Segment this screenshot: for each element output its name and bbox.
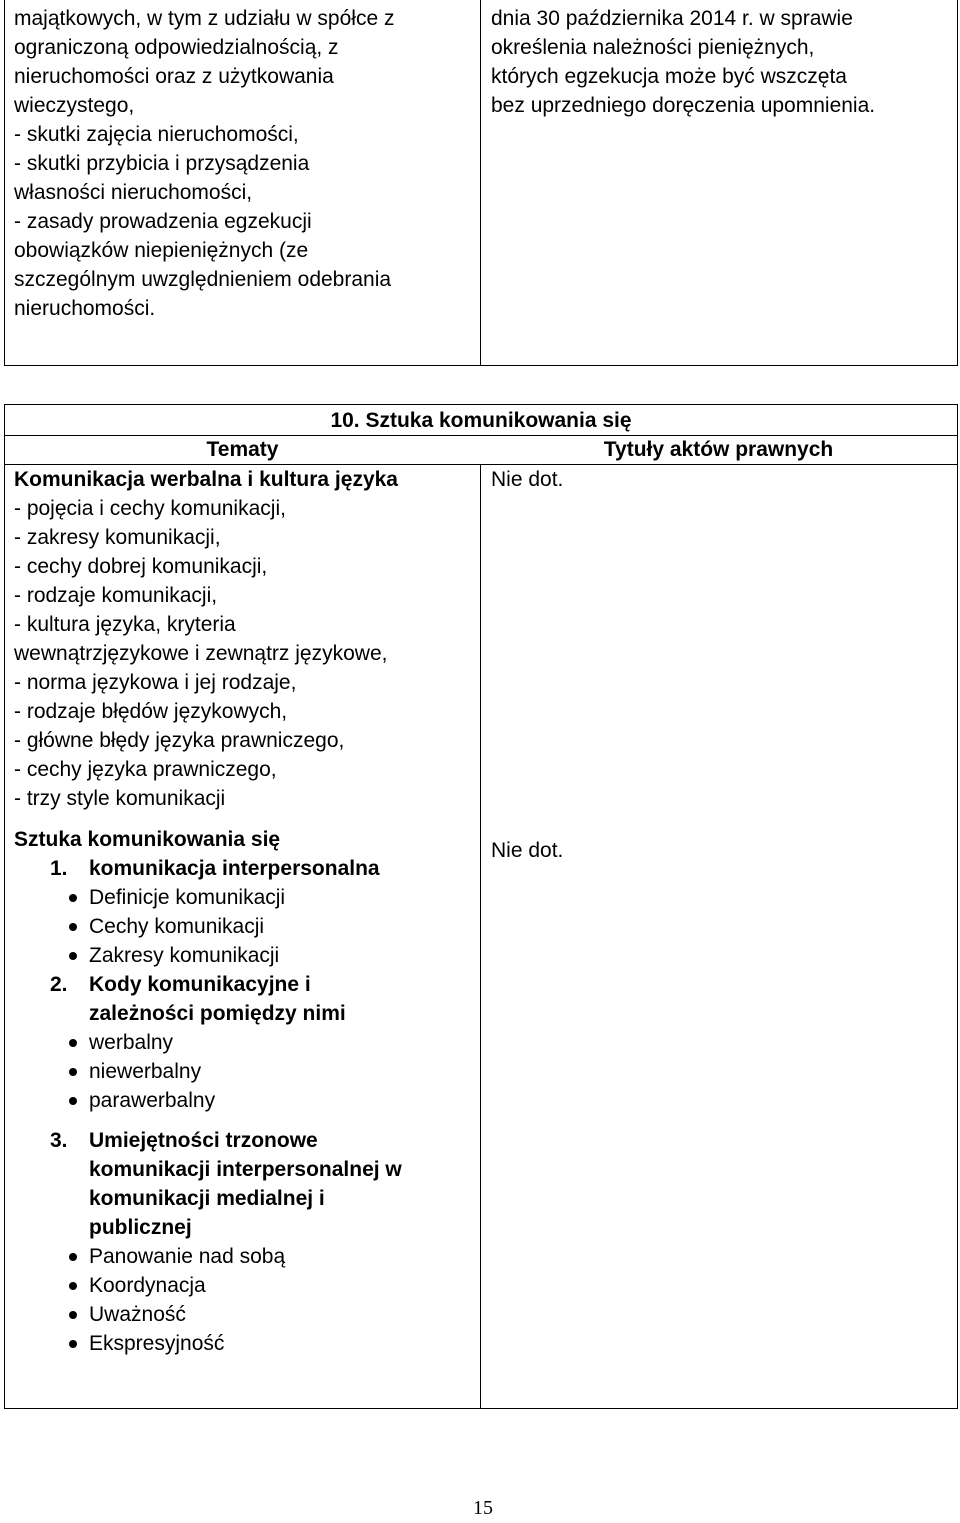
group-title-line: Kody komunikacyjne i xyxy=(89,973,311,996)
list-item-text: Cechy komunikacji xyxy=(89,915,265,938)
group-title xyxy=(14,970,476,1028)
list-item xyxy=(14,1086,476,1115)
top-left-line: nieruchomości oraz z użytkowania xyxy=(14,65,334,88)
list-item xyxy=(14,912,476,941)
list-item-text: Uważność xyxy=(89,1303,186,1326)
block1-line: - trzy style komunikacji xyxy=(14,787,226,810)
group-number: 1. xyxy=(50,857,68,880)
block2-topics xyxy=(14,825,476,1358)
list-item xyxy=(14,1242,476,1271)
top-right-line: dnia 30 października 2014 r. w sprawie xyxy=(491,7,853,30)
bullet-icon xyxy=(69,894,77,902)
bullet-icon xyxy=(69,923,77,931)
top-left-line: nieruchomości. xyxy=(14,297,156,320)
bullet-icon xyxy=(69,1068,77,1076)
block1-acts: Nie dot. xyxy=(491,468,564,491)
top-table-divider xyxy=(480,0,481,366)
group-title-line: komunikacji medialnej i xyxy=(89,1187,325,1210)
top-left-line: majątkowych, w tym z udziału w spółce z xyxy=(14,7,395,30)
list-item-text: Zakresy komunikacji xyxy=(89,944,280,967)
top-right-line: których egzekucja może być wszczęta xyxy=(491,65,847,88)
top-left-line: szczególnym uwzględnieniem odebrania xyxy=(14,268,392,291)
block1-line: - norma językowa i jej rodzaje, xyxy=(14,671,297,694)
group-title-line: Umiejętności trzonowe xyxy=(89,1129,318,1152)
group-title-line: zależności pomiędzy nimi xyxy=(89,1002,346,1025)
bullet-icon xyxy=(69,1253,77,1261)
list-item-text: Panowanie nad sobą xyxy=(89,1245,286,1268)
top-left-line: - skutki przybicia i przysądzenia xyxy=(14,152,310,175)
block1-line: - cechy dobrej komunikacji, xyxy=(14,555,268,578)
block1-line: - cechy języka prawniczego, xyxy=(14,758,277,781)
top-table-right-cell xyxy=(491,4,951,120)
block1-line: - zakresy komunikacji, xyxy=(14,526,221,549)
block2-heading: Sztuka komunikowania się xyxy=(14,828,281,851)
top-left-line: - zasady prowadzenia egzekucji xyxy=(14,210,312,233)
block1-topics xyxy=(14,465,476,813)
top-left-line: ograniczoną odpowiedzialnością, z xyxy=(14,36,339,59)
col-header-acts: Tytuły aktów prawnych xyxy=(603,438,834,461)
group-number: 2. xyxy=(50,973,68,996)
list-item xyxy=(14,1329,476,1358)
bullet-icon xyxy=(69,1039,77,1047)
list-item-text: Definicje komunikacji xyxy=(89,886,286,909)
bullet-icon xyxy=(69,1097,77,1105)
group-title-line: publicznej xyxy=(89,1216,192,1239)
group-title xyxy=(14,854,476,883)
list-item xyxy=(14,941,476,970)
page-number: 15 xyxy=(473,1497,493,1519)
block1-line: - rodzaje komunikacji, xyxy=(14,584,218,607)
top-left-line: wieczystego, xyxy=(14,94,135,117)
group-title xyxy=(14,1126,476,1242)
block1-line: - główne błędy języka prawniczego, xyxy=(14,729,345,752)
top-left-line: obowiązków niepieniężnych (ze xyxy=(14,239,309,262)
block1-line: - kultura języka, kryteria xyxy=(14,613,236,636)
list-item xyxy=(14,1300,476,1329)
group-title-line: komunikacja interpersonalna xyxy=(89,857,380,880)
list-item-text: parawerbalny xyxy=(89,1089,216,1112)
section-table-divider xyxy=(480,464,481,1408)
block1-line: - pojęcia i cechy komunikacji, xyxy=(14,497,286,520)
bullet-icon xyxy=(69,1282,77,1290)
top-left-line: własności nieruchomości, xyxy=(14,181,253,204)
list-item xyxy=(14,1028,476,1057)
bullet-icon xyxy=(69,952,77,960)
list-item-text: werbalny xyxy=(89,1031,174,1054)
block1-line: - rodzaje błędów językowych, xyxy=(14,700,288,723)
bullet-icon xyxy=(69,1340,77,1348)
top-right-line: bez uprzedniego doręczenia upomnienia. xyxy=(491,94,876,117)
top-left-line: - skutki zajęcia nieruchomości, xyxy=(14,123,299,146)
top-table-left-cell xyxy=(14,4,474,323)
section-title: 10. Sztuka komunikowania się xyxy=(330,409,632,432)
list-item xyxy=(14,1271,476,1300)
list-item xyxy=(14,1057,476,1086)
block1-heading: Komunikacja werbalna i kultura języka xyxy=(14,468,398,491)
bullet-icon xyxy=(69,1311,77,1319)
block1-line: wewnątrzjęzykowe i zewnątrz językowe, xyxy=(14,642,388,665)
list-item-text: niewerbalny xyxy=(89,1060,202,1083)
top-right-line: określenia należności pieniężnych, xyxy=(491,36,815,59)
group-number: 3. xyxy=(50,1129,68,1152)
list-item-text: Ekspresyjność xyxy=(89,1332,225,1355)
block2-acts: Nie dot. xyxy=(491,839,564,862)
group-title-line: komunikacji interpersonalnej w xyxy=(89,1158,402,1181)
list-item-text: Koordynacja xyxy=(89,1274,206,1297)
col-header-topics: Tematy xyxy=(206,438,279,461)
list-item xyxy=(14,883,476,912)
